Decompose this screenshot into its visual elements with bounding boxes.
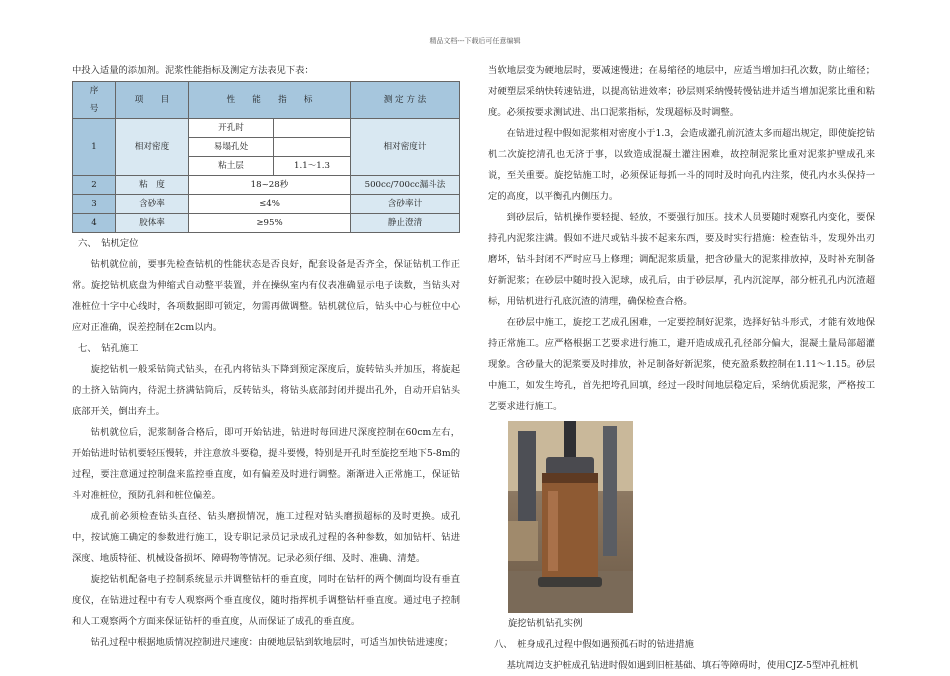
cell-method: 500cc/700cc漏斗法	[351, 176, 460, 195]
section-heading-7: 七、 钻孔施工	[78, 343, 139, 354]
cell-method: 相对密度计	[351, 119, 460, 176]
header-cell-perf: 性 能 指 标	[189, 82, 351, 119]
cell-no: 1	[73, 119, 116, 176]
cell-item: 含砂率	[116, 195, 189, 214]
table-row	[73, 176, 460, 195]
cell-item: 胶体率	[116, 214, 189, 233]
cell-val	[274, 138, 351, 157]
cell-val: 1.1～1.3	[274, 157, 351, 176]
paragraph: 钻机就位前，要事先检查钻机的性能状态是否良好，配套设备是否齐全，保证钻机工作正常。旋挖钻机底盘为伸缩式自动整平装置，并在操纵室内有仪表准确显示电子读数，当钻头对准桩位十字中心线时，各项数据即可锁定，勿需再做调整。钻机就位后，钻头中心与桩位中心应对正准确，误差控制在2cm以内。	[72, 259, 460, 333]
cell-no: 4	[73, 214, 116, 233]
paragraph: 在钻进过程中假如泥浆相对密度小于1.3，会造成灌孔前沉渣太多而超出规定，即使旋挖钻机二次旋挖清孔也无济于事，以致造成混凝土灌注困难，故控制泥浆比重对泥浆护壁成孔来说，至关重要。旋挖钻施工时，必须保证每抓一斗的同时及时向孔内注浆，使孔内水头保持一定的高度，以平衡孔内侧压力。	[488, 128, 875, 202]
page-header: 精品文档---下载后可任意编辑	[429, 37, 521, 45]
paragraph: 成孔前必须检查钻头直径、钻头磨损情况，施工过程对钻头磨损超标的及时更换。成孔中，按试施工确定的参数进行施工，设专职记录员记录成孔过程的各种参数，如加钻杆、钻进深度、地质特征、机械设备损坏、障碍物等情况。记录必须仔细、及时、准确、清楚。	[72, 511, 460, 564]
cell-perf: ≤4%	[189, 195, 351, 214]
mud-performance-table	[72, 81, 460, 233]
photo-caption: 旋挖钻机钻孔实例	[508, 618, 583, 629]
drill-bucket-illustration	[508, 421, 633, 613]
section-heading-8: 八、 桩身成孔过程中假如遇预孤石时的钻进措施	[494, 639, 694, 650]
cell-item: 相对密度	[116, 119, 189, 176]
right-column	[488, 60, 875, 676]
cell-cond: 粘土层	[189, 157, 274, 176]
cell-method: 含砂率计	[351, 195, 460, 214]
cell-method: 静止澄清	[351, 214, 460, 233]
cell-val	[274, 119, 351, 138]
table-row	[73, 195, 460, 214]
paragraph: 当软地层变为硬地层时，要减速慢进；在易缩径的地层中，应适当增加扫孔次数，防止缩径；对硬塑层采纳快转速钻进，以提高钻进效率；砂层则采纳慢转慢钻进并适当增加泥浆比重和粘度。必须按要求测试进、出口泥浆指标，发现超标及时调整。	[488, 65, 875, 118]
cell-cond: 开孔时	[189, 119, 274, 138]
table-header-row	[73, 82, 460, 119]
cell-item: 粘 度	[116, 176, 189, 195]
cell-cond: 易塌孔处	[189, 138, 274, 157]
table-row	[73, 214, 460, 233]
cell-no: 2	[73, 176, 116, 195]
paragraph: 钻孔过程中根据地质情况控制进尺速度：由硬地层钻到软地层时，可适当加快钻进速度；	[90, 637, 454, 648]
header-cell-method: 测 定 方 法	[351, 82, 460, 119]
drilling-rig-photo	[508, 421, 633, 613]
cell-no: 3	[73, 195, 116, 214]
intro-text: 中投入适量的添加剂。泥浆性能指标及测定方法表见下表：	[72, 65, 314, 76]
paragraph: 基坑周边支护桩成孔钻进时假如遇到旧桩基础、填石等障碍时，使用CJZ-5型冲孔桩机	[506, 660, 859, 671]
paragraph: 钻机就位后，泥浆制备合格后，即可开始钻进，钻进时每回进尺深度控制在60cm左右，开始钻进时钻机要轻压慢转，并注意放斗要稳，提斗要慢，特别是开孔时至旋挖至地下5-8m的过程，要注意通过控制盘来监控垂直度，如有偏差及时进行调整。渐渐进入正常施工，保证钻斗对准桩位，预防孔斜和桩位偏差。	[72, 427, 460, 501]
left-column	[72, 60, 460, 653]
paragraph: 到砂层后，钻机操作要轻提、轻放，不要强行加压。技术人员要随时观察孔内变化，要保持孔内泥浆注满。假如不进尺或钻斗拔不起来东西，要及时实行措施：检查钻斗，发现外出刃磨坏，钻斗封闭不严时应马上修理；调配泥浆质量，把含砂量大的泥浆排放掉，及时补充制备好新泥浆；在砂层中随时投入泥球，成孔后，由于砂层厚，孔内沉淀厚，部分桩孔孔内沉渣超标，用钻机进行孔底沉渣的清理，确保检查合格。	[488, 212, 875, 307]
header-cell-item: 项 目	[116, 82, 189, 119]
paragraph: 旋挖钻机一般采钻筒式钻头，在孔内将钻头下降到预定深度后，旋转钻头并加压，将旋起的土挤入钻筒内，待泥土挤满钻筒后，反转钻头，将钻头底部封闭并提出孔外，自动开启钻头底部开关，倒出弃土。	[72, 364, 460, 417]
table-row	[73, 119, 460, 138]
paragraph: 在砂层中施工，旋挖工艺成孔困难，一定要控制好泥浆，选择好钻斗形式，才能有效地保持正常施工。应严格根据工艺要求进行施工，避开造成成孔孔径部分偏大，混凝土量局部超灌现象。含砂量大的泥浆要及时排放，补足制备好新泥浆，使充盈系数控制在1.11～1.15。砂层中施工，如发生垮孔，首先把垮孔回填，经过一段时间地层稳定后，采纳优质泥浆，严格按工艺要求进行施工。	[488, 317, 875, 412]
header-cell-no: 序 号	[73, 82, 116, 119]
cell-perf: ≥95%	[189, 214, 351, 233]
paragraph: 旋挖钻机配备电子控制系统显示并调整钻杆的垂直度，同时在钻杆的两个侧面均设有垂直度仪，在钻进过程中有专人观察两个垂直度仪，随时指挥机手调整钻杆垂直度。通过电子控制和人工观察两个方面来保证钻杆的垂直度，从而保证了成孔的垂直度。	[72, 574, 460, 627]
section-heading-6: 六、 钻机定位	[78, 238, 139, 249]
cell-perf: 18~28秒	[189, 176, 351, 195]
